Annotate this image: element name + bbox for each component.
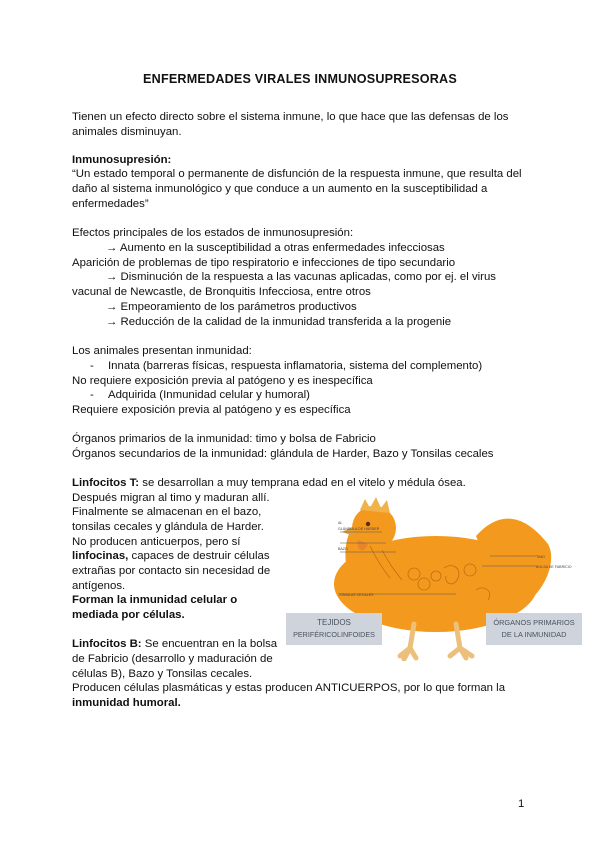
label-de-la-inmunidad: DE LA INMUNIDAD [501,630,567,639]
inmunidad-intro: Los animales presentan inmunidad: [72,345,252,357]
linfocitos-b-line-2: de Fabricio (desarrollo y maduración de [72,653,273,665]
linfocinas-term: linfocinas, [72,550,129,562]
organos-primarios: Órganos primarios de la inmunidad: timo y bolsa de Fabricio [72,433,376,445]
definition-line-2: daño al sistema inmunológico y que conduce a un aumento en la susceptibilidad a [72,183,488,195]
intro-line-1: Tienen un efecto directo sobre el sistema inmune, lo que hace que las defensas de los [72,111,509,123]
linfocitos-b-line-4: Producen células plasmáticas y estas producen ANTICUERPOS, por lo que forman la [72,682,506,694]
annotation-glandula-harder: GLÁNDULA DE HARDER [338,527,380,531]
linfocitos-t-line-8: antígenos. [72,580,126,592]
list-dash: - [90,360,94,372]
linfocitos-t-line-6: linfocinas, capaces de destruir células [72,550,270,562]
organos-secundarios: Órganos secundarios de la inmunidad: glándula de Harder, Bazo y Tonsilas cecales [72,448,494,460]
linfocitos-b-heading: Linfocitos B: [72,638,142,650]
inmunidad-celular-bold-1: Forman la inmunidad celular o [72,594,238,606]
linfocitos-t-line: Linfocitos T: se desarrollan a muy temprana edad en el vitelo y médula ósea. [72,477,466,489]
linfocitos-b-line-3: células B), Bazo y Tonsilas cecales. [72,668,253,680]
list-dash: - [90,389,94,401]
adquirida-desc: Requiere exposición previa al patógeno y es específica [72,404,351,416]
chicken-immune-organs-figure [286,496,586,661]
label-tejidos: TEJIDOS [317,618,351,627]
linfocitos-t-line-3: Finalmente se almacenan en el bazo, [72,506,262,518]
adquirida-item: Adquirida (Inmunidad celular y humoral) [108,389,310,401]
efecto-item-2: → Disminución de la respuesta a las vacunas aplicadas, como por ej. el virus [106,271,497,283]
efecto-item-4: → Reducción de la calidad de la inmunidad transferida a la progenie [106,316,452,328]
innata-desc: No requiere exposición previa al patógeno y es inespecífica [72,375,373,387]
efecto-item-3: → Empeoramiento de los parámetros productivos [106,301,357,313]
efecto-item-1-cont: Aparición de problemas de tipo respiratorio e infecciones de tipo secundario [72,257,456,269]
efecto-item-1: → Aumento en la susceptibilidad a otras enfermedades infecciosas [106,242,445,254]
linfocitos-b-line: Linfocitos B: Se encuentran en la bolsa [72,638,278,650]
linfocitos-t-line-4: tonsilas cecales y glándula de Harder. [72,521,264,533]
label-organos-primarios: ÓRGANOS PRIMARIOS [493,618,575,627]
inmunidad-humoral-bold: inmunidad humoral. [72,697,181,709]
inmunosupresion-heading: Inmunosupresión: [72,154,172,166]
efecto-item-2-cont: vacunal de Newcastle, de Bronquitis Infecciosa, entre otros [72,286,371,298]
annotation-timo: TIMO [536,555,545,559]
page-title: ENFERMEDADES VIRALES INMUNOSUPRESORAS [143,72,457,86]
linfocitos-t-line-2: Después migran al timo y maduran allí. [72,492,270,504]
linfocitos-t-heading: Linfocitos T: [72,477,140,489]
definition-line-3: enfermedades” [72,198,149,210]
annotation-al: AL [338,521,343,525]
page-number: 1 [518,798,525,810]
annotation-bazo: BAZO [338,547,348,551]
annotation-tonsilas: TONSILAS CECALES [338,593,374,597]
inmunidad-celular-bold-2: mediada por células. [72,609,185,621]
innata-item: Innata (barreras físicas, respuesta inflamatoria, sistema del complemento) [108,360,483,372]
linfocitos-t-line-7: extrañas por contacto sin necesidad de [72,565,271,577]
intro-line-2: animales disminuyan. [72,126,182,138]
label-perifericolinfoides: PERIFÉRICOLINFOIDES [293,630,375,639]
definition-line-1: “Un estado temporal o permanente de disfunción de la respuesta inmune, que resulta del [72,168,522,180]
chicken-eye [366,522,370,526]
annotation-bolsa-fabricio: BOLSA DE FABRICIO [536,565,572,569]
linfocitos-t-line-5: No producen anticuerpos, pero sí [72,536,241,548]
efectos-intro: Efectos principales de los estados de inmunosupresión: [72,227,354,239]
